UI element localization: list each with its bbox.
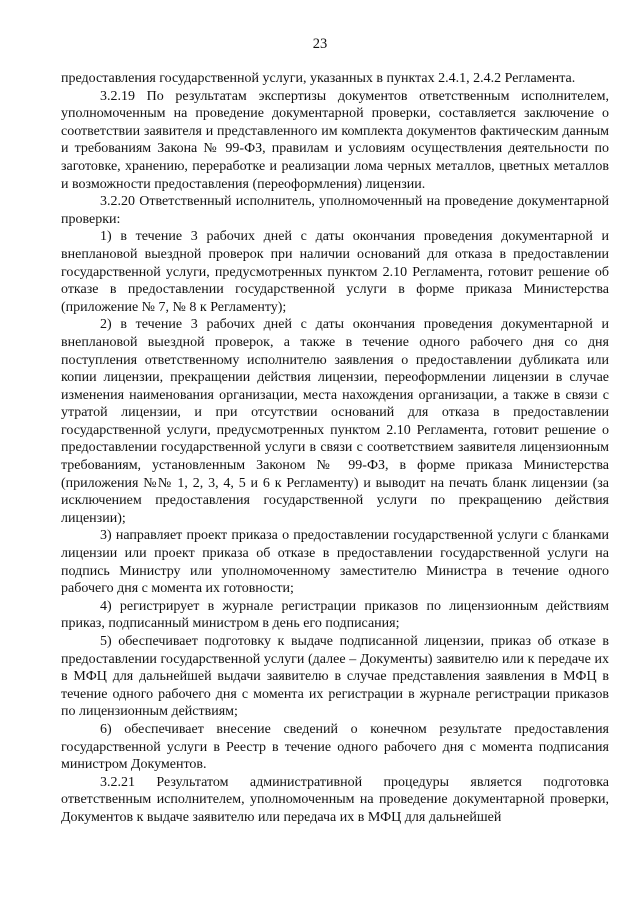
page-number: 23 — [312, 36, 328, 52]
paragraph-3-2-19: 3.2.19 По результатам экспертизы документов ответственным исполнителем, уполномоченным на проведение документарной проверки, составляется заключение о соответствии заявителя и представленного им комплекта документов фактическим данным и требованиям Закона № 99-ФЗ, правилам и условиям осуществления деятельности по заготовке, хранению, переработке и реализации лома черных металлов, цветных металлов и возможности предоставления (переоформления) лицензии. — [61, 88, 609, 192]
list-item-2: 2) в течение 3 рабочих дней с даты окончания проведения документарной и внеплановой выездной проверок, а также в течение одного рабочего дня со дня поступления ответственному исполнителю заявления о предоставлении дубликата или копии лицензии, прекращении действия лицензии, переоформлении лицензии в случае изменения наименования организации, места нахождения организации, а также в связи с утратой лицензии, и при отсутствии оснований для отказа в предоставлении государственной услуги, предусмотренных пунктом 2.10 Регламента, готовит решение о предоставлении государственной услуги в связи с соответствием заявителя лицензионным требованиям, установленным Законом № 99-ФЗ, в форме приказа Министерства (приложения №№ 1, 2, 3, 4, 5 и 6 к Регламенту) и выводит на печать бланк лицензии (за исключением предоставления государственной услуги по прекращению действия лицензии); — [61, 317, 609, 526]
list-item-3: 3) направляет проект приказа о предоставлении государственной услуги с бланками лицензии или проект приказа об отказе в предоставлении государственной услуги на подпись Министру или уполномоченному заместителю Министра в течение одного рабочего дня с момента их готовности; — [61, 528, 609, 597]
document-body — [61, 70, 609, 827]
paragraph-3-2-20: 3.2.20 Ответственный исполнитель, уполномоченный на проведение документарной проверки: — [61, 194, 609, 227]
list-item-4: 4) регистрирует в журнале регистрации приказов по лицензионным действиям приказ, подписанный министром в день его подписания; — [61, 598, 609, 632]
list-item-6: 6) обеспечивает внесение сведений о конечном результате предоставления государственной услуги в Реестр в течение одного рабочего дня с момента подписания министром Документов. — [61, 721, 609, 773]
list-item-1: 1) в течение 3 рабочих дней с даты окончания проведения документарной и внеплановой выездной проверок при наличии оснований для отказа в предоставлении государственной услуги, предусмотренных пунктом 2.10 Регламента, готовит решение об отказе в предоставлении государственной услуги в форме приказа Министерства (приложение № 7, № 8 к Регламенту); — [61, 229, 609, 315]
paragraph-continuation: предоставления государственной услуги, указанных в пунктах 2.4.1, 2.4.2 Регламента. — [61, 71, 576, 86]
list-item-5: 5) обеспечивает подготовку к выдаче подписанной лицензии, приказ об отказе в предоставлении государственной услуги (далее – Документы) заявителю или к передаче их в МФЦ для дальнейшей выдачи заявителю в случае представления заявления в МФЦ в течение одного рабочего дня с момента их регистрации в журнале регистрации приказов по лицензионным действиям; — [61, 634, 609, 720]
paragraph-3-2-21: 3.2.21 Результатом административной процедуры является подготовка ответственным исполнителем, уполномоченным на проведение документарной проверки, Документов к выдаче заявителю или передача их в МФЦ для дальнейшей — [61, 774, 609, 825]
